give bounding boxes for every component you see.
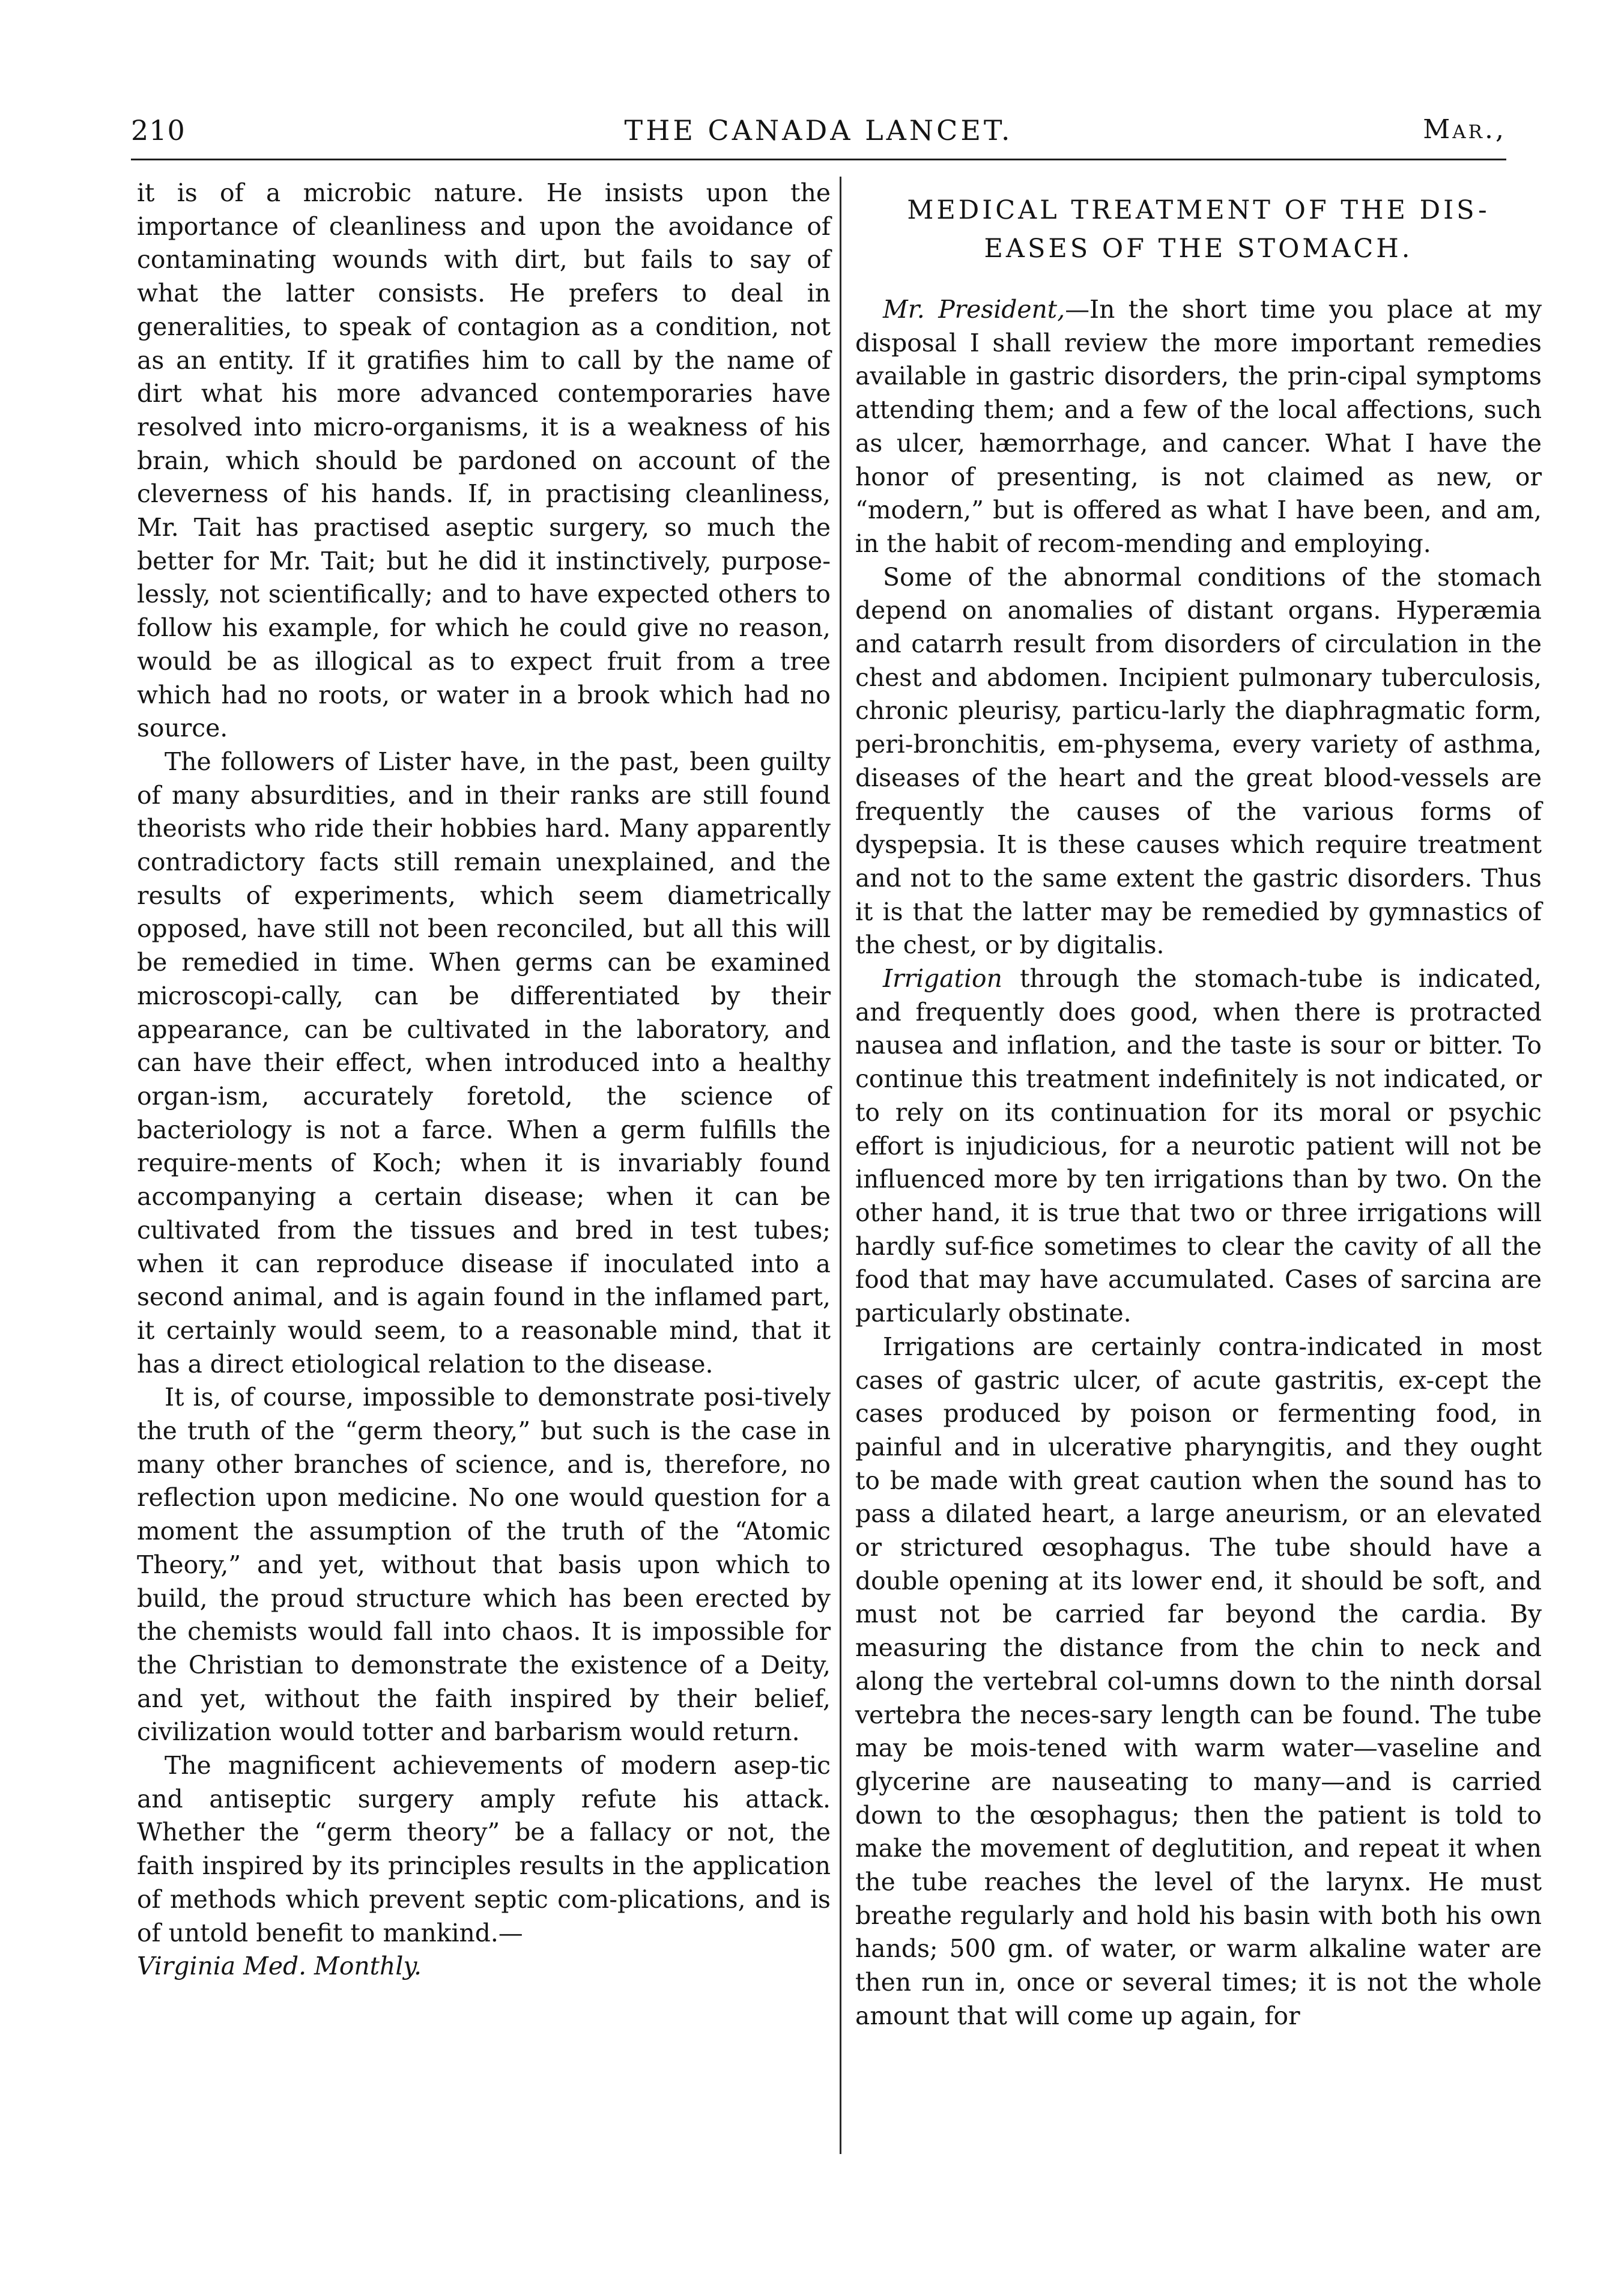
right-column: [855, 191, 1542, 2033]
paragraph-text: through the stomach-tube is indicated, and frequently does good, when there is protracted nausea and inflation, and the taste is sour or bitter. To continue this treatment indefinitely is not indicated, or to rely on its continuation for its moral or psychic effort is injudicious, for a neurotic patient will not be influenced more by ten irrigations than by two. On the other hand, it is true that two or three irrigations will hardly suf-fice sometimes to clear the cavity of all the food that may have accumulated. Cases of sarcina are particularly obstinate.: [855, 964, 1542, 1328]
paragraph: Irrigations are certainly contra-indicated in most cases of gastric ulcer, of acute gastritis, ex-cept the cases produced by poison or fermenting food, in painful and in ulcerative pharyngitis, and they ought to be made with great caution when the sound has to pass a dilated heart, a large aneurism, or an elevated or strictured œsophagus. The tube should have a double opening at its lower end, it should be soft, and must not be carried far beyond the cardia. By measuring the distance from the chin to neck and along the vertebral col-umns down to the ninth dorsal vertebra the neces-sary length can be found. The tube may be mois-tened with warm water—vaseline and glycerine are nauseating to many—and is carried down to the œsophagus; then the patient is told to make the movement of deglutition, and repeat it when the tube reaches the level of the larynx. He must breathe regularly and hold his basin with both his own hands; 500 gm. of water, or warm alkaline water are then run in, once or several times; it is not the whole amount that will come up again, for: [855, 1332, 1542, 2030]
paragraph: The followers of Lister have, in the past, been guilty of many absurdities, and in their ranks are still found theorists who ride their hobbies hard. Many apparently contradictory facts still remain unexplained, and the results of experiments, which seem diametrically opposed, have still not been reconciled, but all this will be remedied in time. When germs can be examined microscopi-cally, can be differentiated by their appearance, can be cultivated in the laboratory, and can have their effect, when introduced into a healthy organ-ism, accurately foretold, the science of bacteriology is not a farce. When a germ fulfills the require-ments of Koch; when it is invariably found accompanying a certain disease; when it can be cultivated from the tissues and bred in test tubes; when it can reproduce disease if inoculated into a second animal, and is again found in the inflamed part, it certainly would seem, to a reasonable mind, that it has a direct etiological relation to the disease.: [137, 747, 831, 1379]
salutation: Mr. President,: [883, 295, 1065, 324]
paragraph: Some of the abnormal conditions of the stomach depend on anomalies of distant organs. Hyperæmia and catarrh result from disorders of circulation in the chest and abdomen. Incipient pulmonary tuberculosis, chronic pleurisy, particu-larly the diaphragmatic form, peri-bronchitis, em-physema, every variety of asthma, diseases of the heart and the great blood-vessels are frequently the causes of the various forms of dyspepsia. It is these causes which require treatment and not to the same extent the gastric disorders. Thus it is that the latter may be remedied by gymnastics of the chest, or by digitalis.: [855, 562, 1542, 960]
paragraph-text: The magnificent achievements of modern asep-tic and antiseptic surgery amply refute his attack. Whether the “germ theory” be a fallacy or not, the faith inspired by its principles results in the application of methods which prevent septic com-plications, and is of untold benefit to mankind.—: [137, 1751, 831, 1947]
left-column: [137, 177, 831, 1983]
article-title: MEDICAL TREATMENT OF THE DIS-EASES OF THE STOMACH.: [907, 195, 1490, 264]
paragraph: [855, 962, 1542, 1331]
header-rule: [131, 159, 1506, 160]
column-divider: [840, 177, 841, 2154]
running-header: [131, 114, 1506, 156]
paragraph: It is, of course, impossible to demonstrate posi-tively the truth of the “germ theory,” but such is the case in many other branches of science, and is, therefore, no reflection upon medicine. No one would question for a moment the assumption of the truth of the “Atomic Theory,” and yet, without that basis upon which to build, the proud structure which has been erected by the chemists would fall into chaos. It is impossible for the Christian to demonstrate the existence of a Deity, and yet, without the faith inspired by their belief, civilization would totter and barbarism would return.: [137, 1383, 831, 1747]
paragraph: [137, 1749, 831, 1983]
page-number: 210: [131, 114, 186, 147]
paragraph: it is of a microbic nature. He insists upon the importance of cleanliness and upon the avoidance of contaminating wounds with dirt, but fails to say of what the latter consists. He prefers to deal in generalities, to speak of contagion as a condition, not as an entity. If it gratifies him to call by the name of dirt what his more advanced contemporaries have resolved into micro-organisms, it is a weakness of his brain, which should be pardoned on account of the cleverness of his hands. If, in practising cleanliness, Mr. Tait has practised aseptic surgery, so much the better for Mr. Tait; but he did it instinctively, purpose-lessly, not scientifically; and to have expected others to follow his example, for which he could give no reason, would be as illogical as to expect fruit from a tree which had no roots, or water in a brook which had no source.: [137, 178, 831, 743]
issue-month: Mar.,: [1423, 114, 1506, 145]
paragraph-text: —In the short time you place at my disposal I shall review the more important remedies available in gastric disorders, the prin-cipal symptoms attending them; and a few of the local affections, such as ulcer, hæmorrhage, and cancer. What I have the honor of presenting, is not claimed as new, or “modern,” but is offered as what I have been, and am, in the habit of recom-mending and employing.: [855, 295, 1542, 558]
source-citation: Virginia Med. Monthly.: [137, 1952, 422, 1981]
running-title: THE CANADA LANCET.: [624, 114, 1013, 147]
paragraph: [855, 293, 1542, 561]
emphasis-term: Irrigation: [883, 964, 1002, 994]
